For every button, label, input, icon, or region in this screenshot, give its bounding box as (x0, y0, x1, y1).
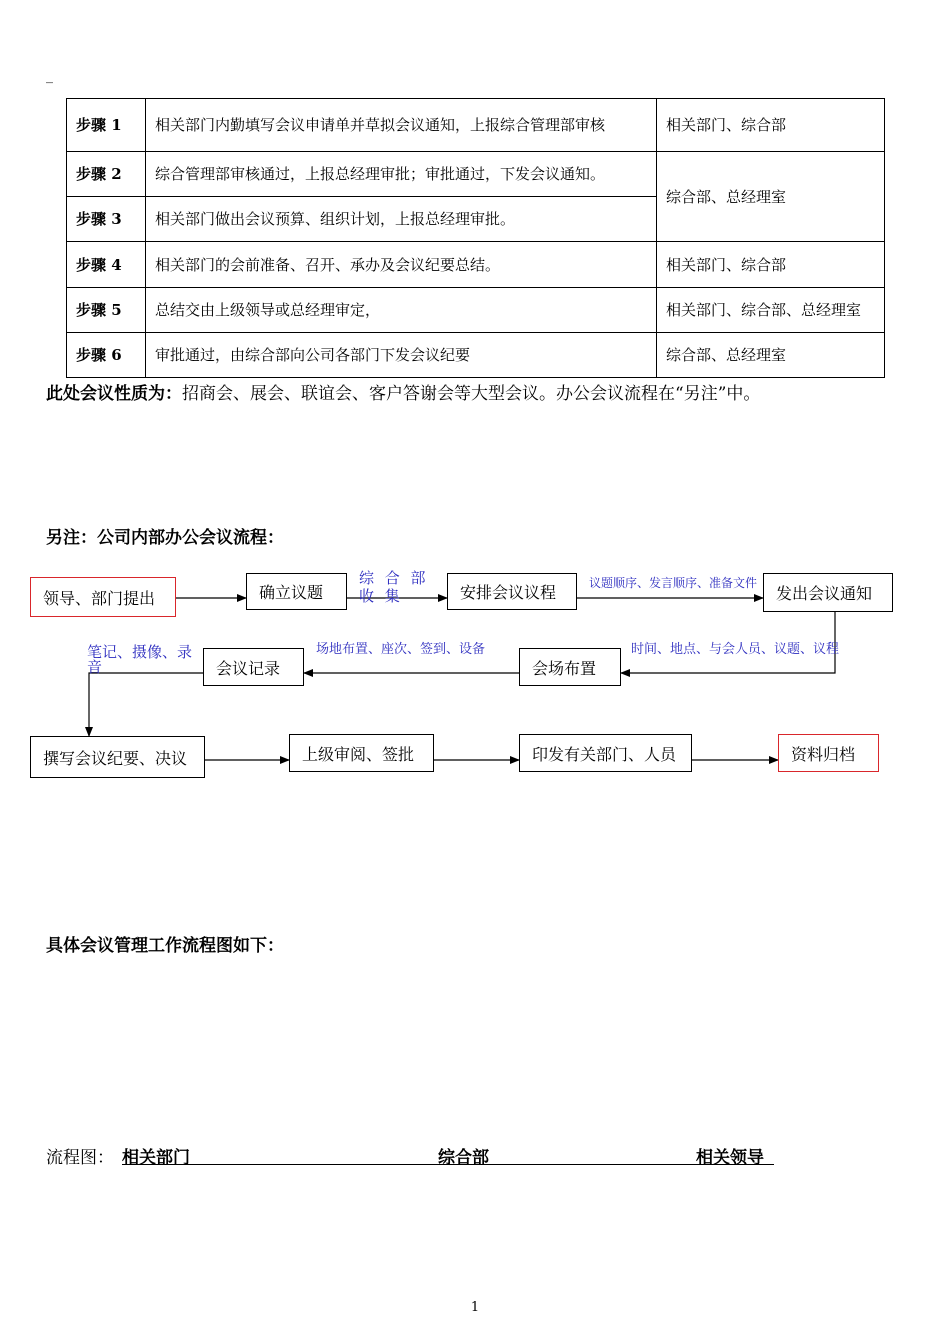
flow-box-review: 上级审阅、签批 (289, 734, 434, 772)
flow-box-distribute: 印发有关部门、人员 (519, 734, 692, 772)
flow-box-record: 会议记录 (203, 648, 304, 686)
step-label: 步骤 4 (67, 242, 146, 288)
detail-title: 具体会议管理工作流程图如下： (46, 936, 284, 956)
meeting-nature-label: 此处会议性质为： (46, 384, 182, 404)
step-desc: 总结交由上级领导或总经理审定， (146, 288, 657, 333)
step-label: 步骤 6 (67, 333, 146, 378)
note-time: 时间、地点、与会人员、议题、议程 (631, 642, 840, 657)
another-note-title: 另注：公司内部办公会议流程： (46, 528, 284, 548)
meeting-nature-text: 招商会、展会、联谊会、客户答谢会等大型会议。办公会议流程在“另注”中。 (182, 384, 761, 404)
step-dept: 相关部门、综合部 (657, 242, 885, 288)
step-label: 步骤 1 (67, 99, 146, 152)
note-order: 议题顺序、发言顺序、准备文件 (589, 576, 758, 590)
step-desc: 审批通过，由综合部向公司各部门下发会议纪要 (146, 333, 657, 378)
step-desc: 综合管理部审核通过，上报总经理审批；审批通过，下发会议通知。 (146, 152, 657, 197)
note-recording: 笔记、摄像、录音 (87, 643, 193, 676)
step-dept: 相关部门、综合部、总经理室 (657, 288, 885, 333)
step-dept: 综合部、总经理室 (657, 333, 885, 378)
page-number: 1 (470, 1300, 480, 1315)
flowchart-col-office: 综合部 (438, 1148, 489, 1168)
top-mark: _ (46, 68, 53, 84)
flow-box-venue: 会场布置 (519, 648, 621, 686)
step-desc: 相关部门的会前准备、召开、承办及会议纪要总结。 (146, 242, 657, 288)
flowchart-col-dept: 相关部门 (122, 1148, 190, 1168)
step-dept: 相关部门、综合部 (657, 99, 885, 152)
flowchart-header (46, 1143, 786, 1167)
step-desc: 相关部门做出会议预算、组织计划，上报总经理审批。 (146, 197, 657, 242)
flow-box-topic: 确立议题 (246, 573, 347, 610)
flow-box-notice: 发出会议通知 (763, 573, 893, 612)
flow-box-minutes: 撰写会议纪要、决议 (30, 736, 205, 778)
step-desc: 相关部门内勤填写会议申请单并草拟会议通知，上报综合管理部审核 (146, 99, 657, 152)
step-label: 步骤 5 (67, 288, 146, 333)
step-label: 步骤 3 (67, 197, 146, 242)
note-setup: 场地布置、座次、签到、设备 (316, 642, 486, 657)
flow-box-archive: 资料归档 (778, 734, 879, 772)
flowchart-col-leaders: 相关领导 (696, 1148, 764, 1168)
step-dept: 综合部、总经理室 (657, 152, 885, 242)
note-collect: 综 合 部 收 集 (359, 569, 429, 605)
flowchart-prefix: 流程图： (46, 1148, 114, 1168)
arrow-record-minutes (89, 673, 203, 736)
flow-box-agenda: 安排会议议程 (447, 573, 577, 610)
flow-box-propose: 领导、部门提出 (30, 577, 176, 617)
step-label: 步骤 2 (67, 152, 146, 197)
